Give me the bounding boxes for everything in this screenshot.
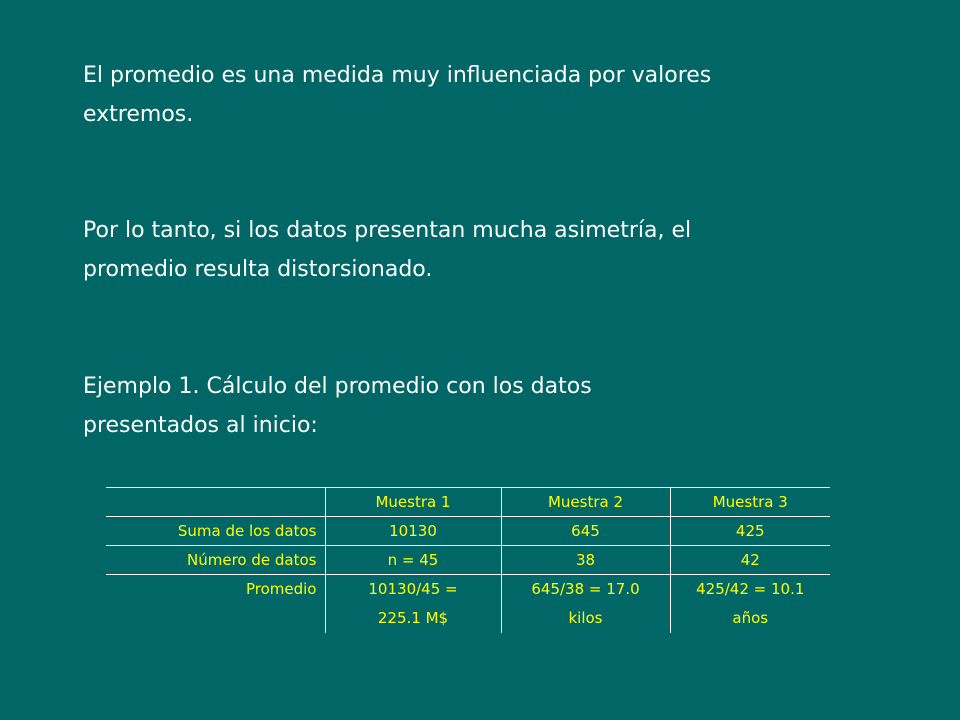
- table-cell: n = 45: [325, 546, 501, 575]
- table-header-row: [106, 488, 830, 517]
- table-row: [106, 546, 830, 575]
- table-cell: años: [670, 604, 830, 633]
- table-cell: 425: [670, 517, 830, 546]
- table-cell: 10130/45 =: [325, 575, 501, 604]
- table-cell: 645/38 = 17.0: [501, 575, 670, 604]
- table-cell: kilos: [501, 604, 670, 633]
- row-label-promedio: Promedio: [106, 575, 325, 604]
- table-cell: 425/42 = 10.1: [670, 575, 830, 604]
- table-cell: 42: [670, 546, 830, 575]
- table-row: [106, 575, 830, 604]
- p3-line-1: Ejemplo 1. Cálculo del promedio con los datos: [83, 374, 592, 399]
- paragraph-asymmetry: [83, 211, 863, 289]
- p3-line-2: presentados al inicio:: [83, 413, 318, 438]
- table-cell: 225.1 M$: [325, 604, 501, 633]
- p2-line-1: Por lo tanto, si los datos presentan mucha asimetría, el: [83, 218, 692, 243]
- table-header-empty: [106, 488, 325, 517]
- table-cell: 10130: [325, 517, 501, 546]
- p1-line-2: extremos.: [83, 102, 194, 127]
- p2-line-2: promedio resulta distorsionado.: [83, 257, 433, 282]
- paragraph-example: [83, 367, 863, 445]
- table-cell: 38: [501, 546, 670, 575]
- table-cell: 645: [501, 517, 670, 546]
- row-label-numero: Número de datos: [106, 546, 325, 575]
- paragraph-averages-extremes: [83, 56, 863, 134]
- average-table-grid: [106, 487, 830, 633]
- table-row: [106, 517, 830, 546]
- table-header-muestra-3: Muestra 3: [670, 488, 830, 517]
- row-label-empty: [106, 604, 325, 633]
- table-row: [106, 604, 830, 633]
- table-header-muestra-2: Muestra 2: [501, 488, 670, 517]
- p1-line-1: El promedio es una medida muy influenciada por valores: [83, 63, 712, 88]
- table-header-muestra-1: Muestra 1: [325, 488, 501, 517]
- row-label-suma: Suma de los datos: [106, 517, 325, 546]
- average-table: [106, 487, 830, 633]
